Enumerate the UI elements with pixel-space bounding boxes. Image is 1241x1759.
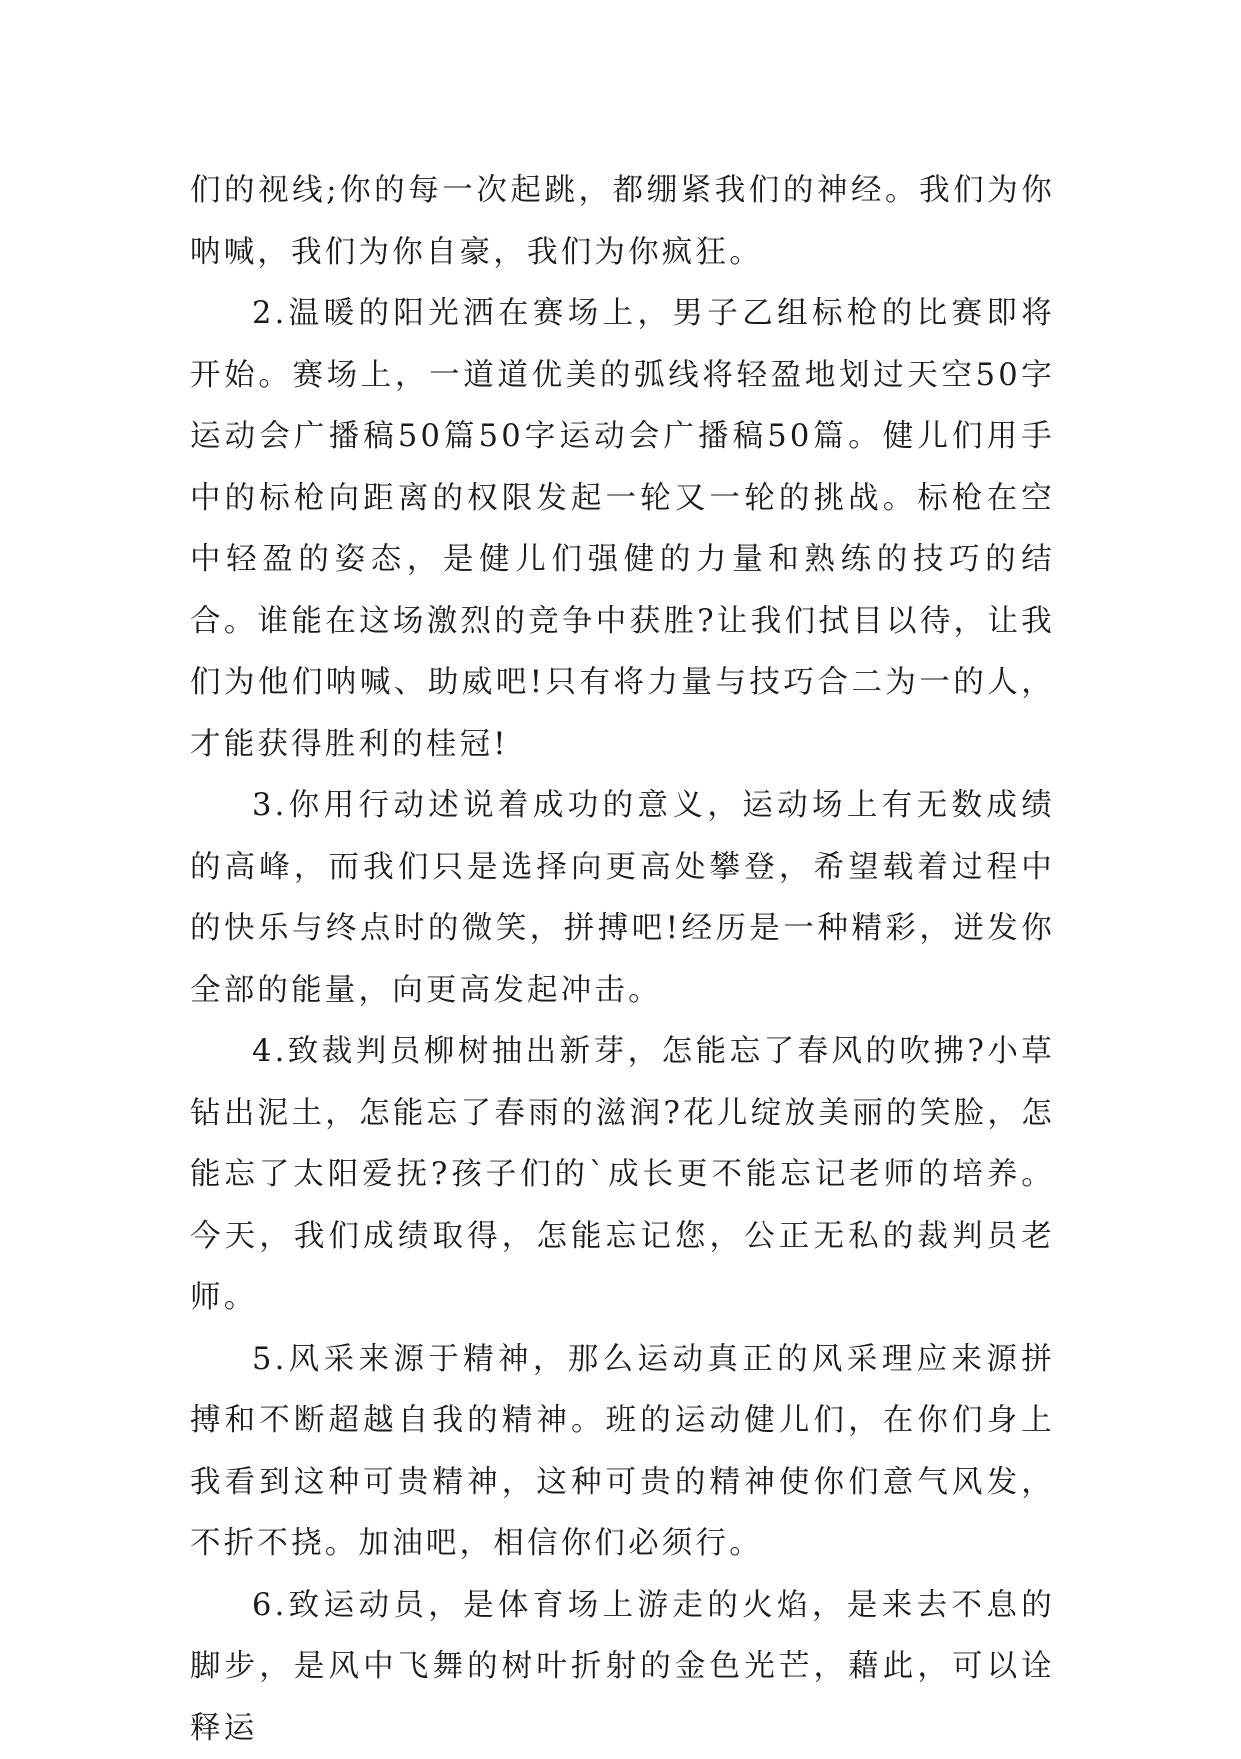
paragraph-item-6: 6.致运动员，是体育场上游走的火焰，是来去不息的脚步，是风中飞舞的树叶折射的金色光芒，藉此，可以诠释运 <box>190 1575 1055 1759</box>
paragraph-continuation: 们的视线;你的每一次起跳，都绷紧我们的神经。我们为你呐喊，我们为你自豪，我们为你疯狂。 <box>190 160 1055 283</box>
paragraph-item-5: 5.风采来源于精神，那么运动真正的风采理应来源拼搏和不断超越自我的精神。班的运动健儿们，在你们身上我看到这种可贵精神，这种可贵的精神使你们意气风发，不折不挠。加油吧，相信你们必须行。 <box>190 1329 1055 1575</box>
paragraph-item-4: 4.致裁判员柳树抽出新芽，怎能忘了春风的吹拂?小草钻出泥土，怎能忘了春雨的滋润?花儿绽放美丽的笑脸，怎能忘了太阳爱抚?孩子们的`成长更不能忘记老师的培养。今天，我们成绩取得，怎能忘记您，公正无私的裁判员老师。 <box>190 1021 1055 1329</box>
document-body <box>190 160 1055 1759</box>
paragraph-item-3: 3.你用行动述说着成功的意义，运动场上有无数成绩的高峰，而我们只是选择向更高处攀登，希望载着过程中的快乐与终点时的微笑，拼搏吧!经历是一种精彩，迸发你全部的能量，向更高发起冲击。 <box>190 775 1055 1021</box>
paragraph-item-2: 2.温暖的阳光洒在赛场上，男子乙组标枪的比赛即将开始。赛场上，一道道优美的弧线将轻盈地划过天空50字运动会广播稿50篇50字运动会广播稿50篇。健儿们用手中的标枪向距离的权限发起一轮又一轮的挑战。标枪在空中轻盈的姿态，是健儿们强健的力量和熟练的技巧的结合。谁能在这场激烈的竞争中获胜?让我们拭目以待，让我们为他们呐喊、助威吧!只有将力量与技巧合二为一的人，才能获得胜利的桂冠! <box>190 283 1055 775</box>
